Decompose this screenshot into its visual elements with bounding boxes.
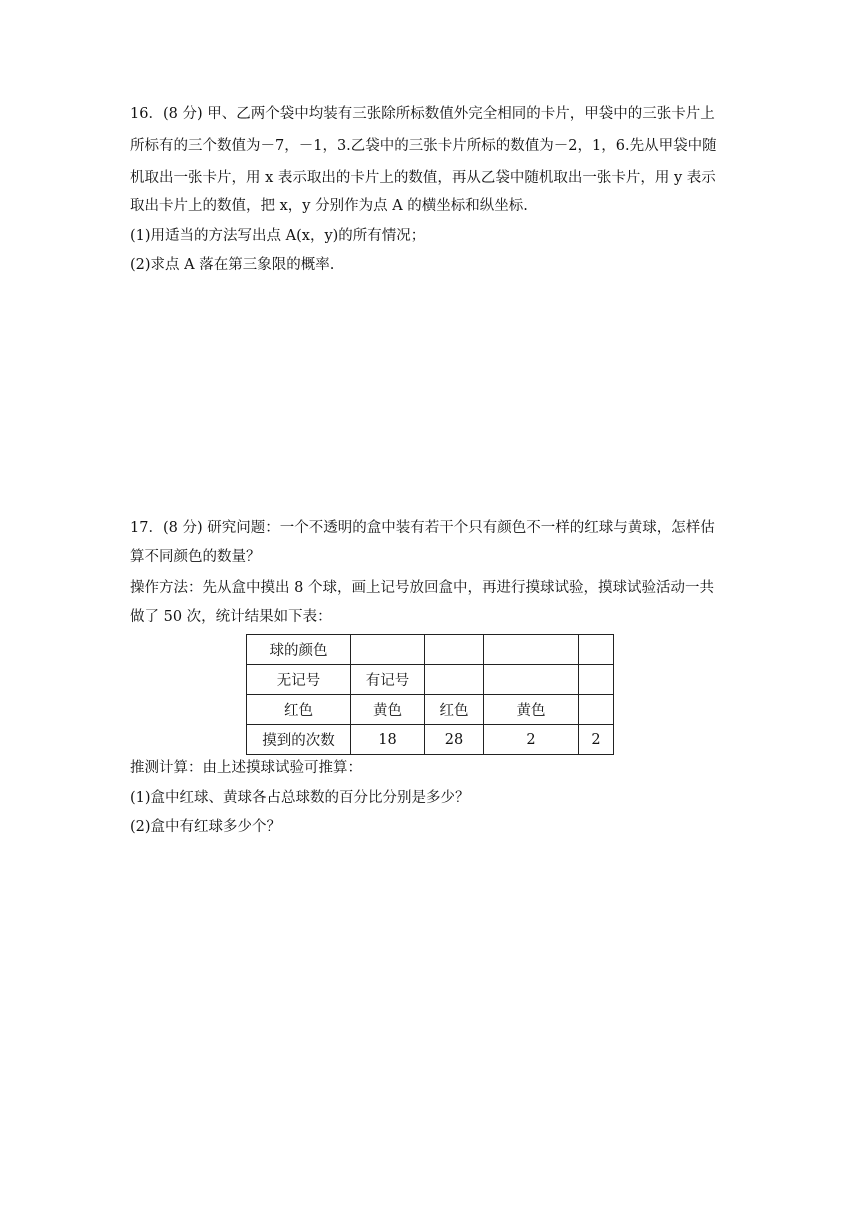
q16-part-1: (1)用适当的方法写出点 A(x，y)的所有情况； bbox=[130, 228, 426, 244]
table-row bbox=[247, 665, 614, 695]
q17-calc-intro: 推测计算：由上述摸球试验可推算： bbox=[130, 760, 362, 776]
q17-part-1: (1)盒中红球、黄球各占总球数的百分比分别是多少？ bbox=[130, 790, 470, 806]
tally-table bbox=[246, 634, 614, 755]
table-cell bbox=[425, 635, 484, 665]
table-cell bbox=[351, 635, 425, 665]
table-row bbox=[247, 635, 614, 665]
table-cell: 摸到的次数 bbox=[247, 725, 351, 755]
q17-line-4: 做了 50 次，统计结果如下表： bbox=[130, 609, 332, 625]
q16-line-2: 所标有的三个数值为－7，－1，3.乙袋中的三张卡片所标的数值为－2，1，6.先从甲袋中随 bbox=[130, 138, 717, 154]
q17-line-2: 算不同颜色的数量？ bbox=[130, 549, 261, 565]
q16-line-4: 取出卡片上的数值，把 x，y 分别作为点 A 的横坐标和纵坐标. bbox=[130, 198, 528, 214]
q16-part-2: (2)求点 A 落在第三象限的概率. bbox=[130, 257, 335, 273]
table-cell: 黄色 bbox=[484, 695, 579, 725]
table-cell bbox=[579, 695, 614, 725]
q17-line-3: 操作方法：先从盒中摸出 8 个球，画上记号放回盒中，再进行摸球试验，摸球试验活动一共 bbox=[130, 580, 714, 596]
table-cell: 2 bbox=[484, 725, 579, 755]
table-cell: 球的颜色 bbox=[247, 635, 351, 665]
table-row bbox=[247, 695, 614, 725]
table-cell bbox=[484, 665, 579, 695]
table-cell bbox=[484, 635, 579, 665]
table-cell bbox=[425, 665, 484, 695]
table-cell: 红色 bbox=[425, 695, 484, 725]
table-cell: 有记号 bbox=[351, 665, 425, 695]
table-cell bbox=[579, 665, 614, 695]
table-cell: 2 bbox=[579, 725, 614, 755]
table-cell: 28 bbox=[425, 725, 484, 755]
table-cell: 无记号 bbox=[247, 665, 351, 695]
table-cell: 18 bbox=[351, 725, 425, 755]
q16-line-3: 机取出一张卡片，用 x 表示取出的卡片上的数值，再从乙袋中随机取出一张卡片，用 y 表示 bbox=[130, 170, 716, 186]
q17-part-2: (2)盒中有红球多少个？ bbox=[130, 819, 282, 835]
q17-line-1: 17．(8 分) 研究问题：一个不透明的盒中装有若干个只有颜色不一样的红球与黄球，怎样估 bbox=[130, 520, 715, 536]
q16-line-1: 16．(8 分) 甲、乙两个袋中均装有三张除所标数值外完全相同的卡片，甲袋中的三张卡片上 bbox=[130, 106, 715, 122]
table-row bbox=[247, 725, 614, 755]
table-cell bbox=[579, 635, 614, 665]
table-cell: 红色 bbox=[247, 695, 351, 725]
table-cell: 黄色 bbox=[351, 695, 425, 725]
